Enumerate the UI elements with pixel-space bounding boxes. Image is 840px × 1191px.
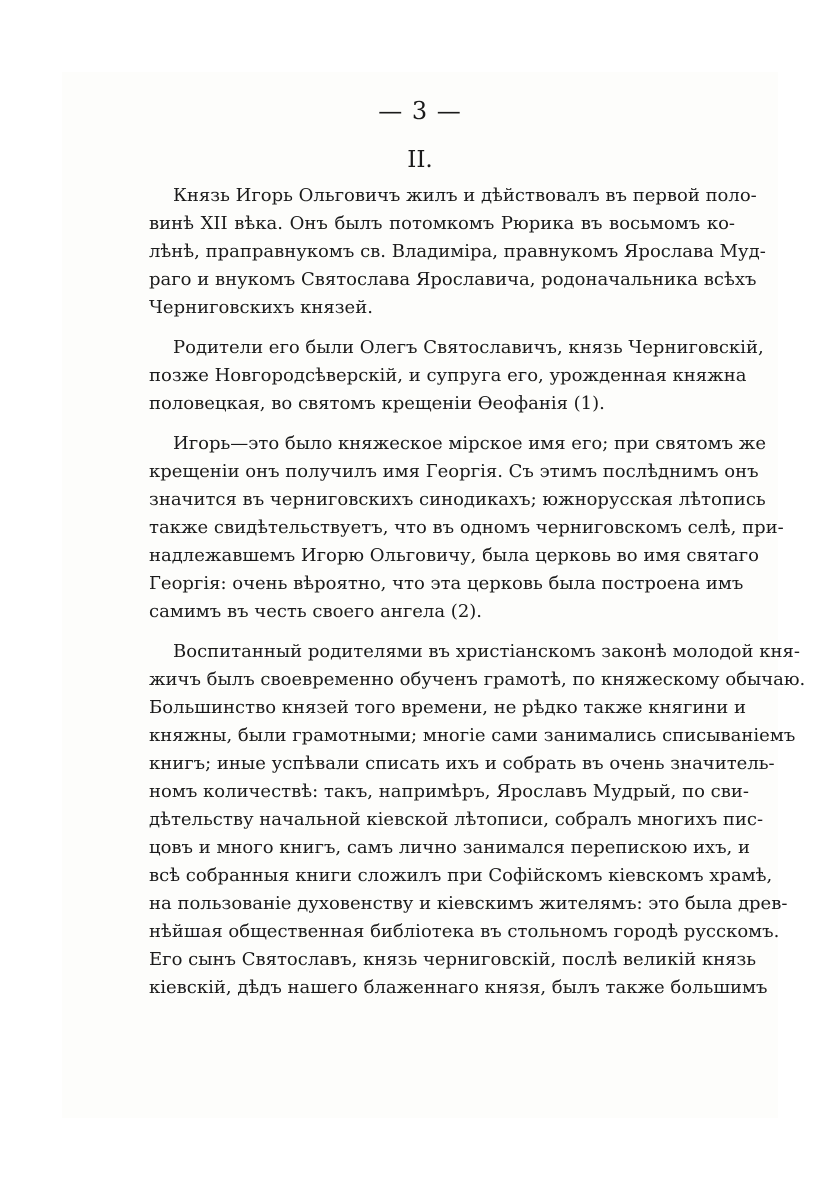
text-line: цовъ и много книгъ, самъ лично занимался перепискою ихъ, и: [149, 837, 750, 858]
paragraph: [149, 334, 764, 418]
text-line: Георгія: очень вѣроятно, что эта церковь была построена имъ: [149, 573, 744, 594]
text-line: Воспитанный родителями въ христіанскомъ законѣ молодой кня-: [173, 641, 800, 662]
text-line: винѣ XII вѣка. Онъ былъ потомкомъ Рюрика въ восьмомъ ко-: [149, 213, 735, 234]
page-number: — 3 —: [378, 97, 462, 125]
text-line: раго и внукомъ Святослава Ярославича, родоначальника всѣхъ: [149, 269, 757, 290]
text-line: значится въ черниговскихъ синодикахъ; южнорусская лѣтопись: [149, 489, 766, 510]
text-line: самимъ въ честь своего ангела (2).: [149, 601, 483, 622]
text-line: Его сынъ Святославъ, князь черниговскій, послѣ великій князь: [149, 949, 757, 970]
text-line: номъ количествѣ: такъ, напримѣръ, Ярославъ Мудрый, по сви-: [149, 781, 749, 802]
text-line: крещеніи онъ получилъ имя Георгія. Съ этимъ послѣднимъ онъ: [149, 461, 759, 482]
text-line: надлежавшемъ Игорю Ольговичу, была церковь во имя святаго: [149, 545, 759, 566]
paragraph: [149, 638, 806, 1002]
text-line: книгъ; иные успѣвали списать ихъ и собрать въ очень значитель-: [149, 753, 775, 774]
text-line: всѣ собранныя книги сложилъ при Софійскомъ кіевскомъ храмѣ,: [149, 865, 773, 886]
text-line: княжны, были грамотными; многіе сами занимались списываніемъ: [149, 725, 796, 746]
text-line: дѣтельству начальной кіевской лѣтописи, собралъ многихъ пис-: [149, 809, 764, 830]
text-line: Игорь—это было княжеское мірское имя его; при святомъ же: [173, 433, 766, 454]
text-line: Князь Игорь Ольговичъ жилъ и дѣйствовалъ въ первой поло-: [173, 185, 757, 206]
text-line: нѣйшая общественная библіотека въ стольномъ городѣ русскомъ.: [149, 921, 780, 942]
chapter-heading: II.: [407, 147, 433, 173]
paragraph: [149, 182, 766, 322]
text-line: Большинство князей того времени, не рѣдко также княгини и: [149, 697, 746, 718]
body-text: [149, 182, 806, 1014]
text-line: на пользованіе духовенству и кіевскимъ жителямъ: это была древ-: [149, 893, 788, 914]
text-line: позже Новгородсѣверскій, и супруга его, урожденная княжна: [149, 365, 747, 386]
text-line: кіевскій, дѣдъ нашего блаженнаго князя, былъ также большимъ: [149, 977, 768, 998]
text-line: также свидѣтельствуетъ, что въ одномъ черниговскомъ селѣ, при-: [149, 517, 784, 538]
text-line: лѣнѣ, праправнукомъ св. Владиміра, правнукомъ Ярослава Муд-: [149, 241, 766, 262]
text-line: жичъ былъ своевременно обученъ грамотѣ, по княжескому обычаю.: [149, 669, 806, 690]
text-line: Черниговскихъ князей.: [149, 297, 373, 318]
text-line: Родители его были Олегъ Святославичъ, князь Черниговскій,: [173, 337, 764, 358]
paragraph: [149, 430, 784, 626]
text-line: половецкая, во святомъ крещеніи Ѳеофанія (1).: [149, 393, 605, 414]
